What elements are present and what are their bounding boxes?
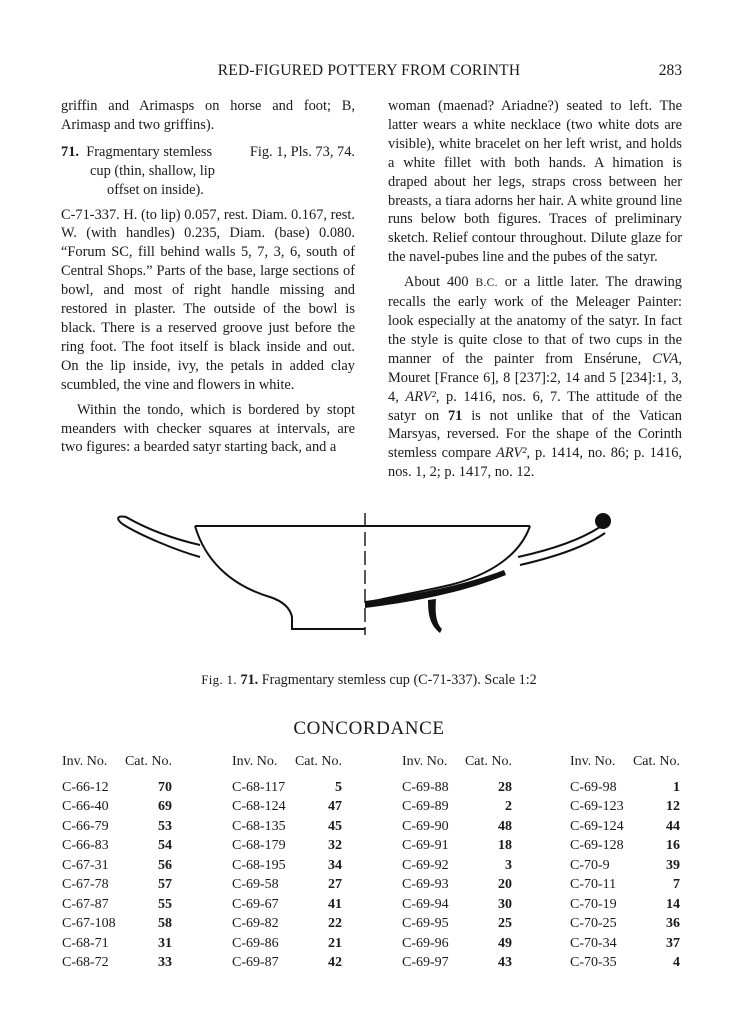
catalogue-number: 49	[498, 935, 512, 951]
concordance-row	[232, 895, 342, 915]
catalogue-number: 36	[666, 916, 680, 931]
catalogue-number: 55	[158, 896, 172, 912]
concordance-header	[402, 752, 512, 772]
concordance-row	[232, 875, 342, 895]
concordance-row	[232, 778, 342, 798]
inventory-number: C-69-87	[232, 955, 279, 970]
era-abbreviation: B.C.	[475, 277, 498, 290]
inventory-number: C-68-124	[232, 799, 286, 814]
p2-text-d: , p. 1416, nos. 6, 7. The attitude of the satyr on	[388, 388, 682, 424]
concordance-row	[570, 875, 680, 895]
catalogue-number: 21	[328, 935, 342, 951]
catalogue-number: 69	[158, 799, 172, 814]
inventory-number: C-69-123	[570, 799, 624, 814]
inventory-number: C-70-34	[570, 935, 617, 951]
concordance-row	[402, 875, 512, 895]
left-handle	[118, 516, 200, 557]
inventory-number: C-67-87	[62, 896, 109, 912]
concordance-row	[232, 836, 342, 856]
inventory-number: C-69-124	[570, 818, 624, 834]
bowl-outline-left	[195, 526, 365, 629]
entry-description-line-1: cup (thin, shallow, lip	[90, 162, 215, 179]
inventory-number: C-69-93	[402, 877, 449, 892]
cat-no-header: Cat. No.	[294, 754, 342, 769]
catalogue-number: 53	[158, 818, 172, 834]
inventory-number: C-70-25	[570, 916, 617, 931]
concordance-row	[570, 856, 680, 876]
right-paragraph-1: woman (maenad? Ariadne?) seated to left. The latter wears a white necklace (two white dots are visible), white bracelet on her left wrist, and holds a white fillet with both hands. A himation is draped about her legs, straps cross between her breasts, a tiara adorns her hair. A white ground line runs below both figures. Traces of preliminary sketch. Relief contour throughout. Dilute glaze for the navel-pubes line and the pubes of the satyr.	[388, 98, 682, 266]
catalogue-number: 2	[505, 799, 512, 814]
inventory-number: C-66-83	[62, 838, 109, 853]
catalogue-number: 27	[328, 877, 342, 892]
catalogue-number: 44	[666, 818, 680, 834]
catalogue-number: 31	[158, 935, 172, 951]
concordance-column	[570, 752, 680, 973]
concordance-row	[402, 856, 512, 876]
concordance-row	[232, 856, 342, 876]
inv-no-header: Inv. No.	[62, 754, 108, 769]
inv-no-header: Inv. No.	[402, 754, 448, 769]
concordance-row	[402, 817, 512, 837]
concordance-title: CONCORDANCE	[293, 718, 445, 739]
catalogue-number: 20	[498, 877, 512, 892]
catalogue-number: 37	[666, 935, 680, 951]
inventory-number: C-69-89	[402, 799, 449, 814]
inventory-number: C-68-72	[62, 955, 109, 970]
p2-text-f: , p. 1414, no. 86; p. 1416, nos. 1, 2; p. 1417, no. 12.	[388, 445, 682, 481]
inventory-number: C-70-9	[570, 857, 610, 873]
catalogue-number: 34	[328, 857, 342, 873]
catalogue-number: 25	[498, 916, 512, 931]
inventory-number: C-69-82	[232, 916, 279, 931]
catalogue-entry-heading	[61, 143, 355, 162]
entry-paragraph-1: C-71-337. H. (to lip) 0.057, rest. Diam. 0.167, rest. W. (with handles) 0.235, Diam. (base) 0.080. “Forum SC, fill behind walls 5, 7, 3, 6, south of Central Shops.” Parts of the base, large sections of bowl, and most of right handle missing and restored in plaster. The outside of the bowl is black. There is a reserved groove just before the ring foot. The foot itself is black inside and out. On the lip inside, ivy, the petals in added clay scumbled, the vine and flowers in white.	[61, 206, 355, 393]
handle-terminal	[595, 513, 611, 529]
cat-no-header: Cat. No.	[632, 754, 680, 769]
caption-text: Fragmentary stemless cup (C-71-337). Scale 1:2	[261, 672, 537, 688]
inventory-number: C-69-95	[402, 916, 449, 931]
concordance-row	[570, 836, 680, 856]
concordance-header	[570, 752, 680, 772]
left-column	[61, 97, 355, 457]
concordance-row	[232, 817, 342, 837]
inventory-number: C-67-78	[62, 877, 109, 892]
inventory-number: C-69-92	[402, 857, 449, 873]
catalogue-number: 32	[328, 838, 342, 853]
catalogue-number: 45	[328, 818, 342, 834]
concordance-row	[402, 953, 512, 973]
inventory-number: C-68-117	[232, 779, 286, 795]
concordance-row	[570, 817, 680, 837]
entry-number: 71.	[61, 143, 79, 160]
inventory-number: C-69-128	[570, 838, 624, 853]
inventory-number: C-67-31	[62, 857, 109, 873]
concordance-row	[402, 836, 512, 856]
continued-text: griffin and Arimasps on horse and foot; B, Arimasp and two griffins).	[61, 98, 355, 133]
concordance-row	[232, 953, 342, 973]
inventory-number: C-69-91	[402, 838, 449, 853]
catalogue-number: 30	[498, 896, 512, 912]
concordance-row	[232, 914, 342, 934]
concordance-row	[570, 953, 680, 973]
inventory-number: C-70-19	[570, 896, 617, 912]
cat-no-header: Cat. No.	[464, 754, 512, 769]
catalogue-number: 70	[158, 779, 172, 795]
inventory-number: C-66-40	[62, 799, 109, 814]
catalogue-number: 47	[328, 799, 342, 814]
entry-title: Fragmentary stemless	[86, 143, 213, 160]
inventory-number: C-67-108	[62, 916, 116, 931]
inventory-number: C-69-67	[232, 896, 279, 912]
concordance-row	[402, 914, 512, 934]
concordance-row	[402, 895, 512, 915]
inventory-number: C-66-12	[62, 779, 109, 795]
entry-paragraph-2: Within the tondo, which is bordered by stopt meanders with checker squares at intervals, are two figures: a bearded satyr starting back, and a	[61, 401, 355, 456]
concordance-row	[62, 778, 172, 798]
concordance-row	[570, 797, 680, 817]
concordance-row	[232, 934, 342, 954]
concordance-header	[232, 752, 342, 772]
entry-description-line-2: offset on inside).	[107, 181, 204, 198]
catalogue-number: 56	[158, 857, 172, 873]
inventory-number: C-69-96	[402, 935, 449, 951]
catalogue-number: 54	[158, 838, 172, 853]
inventory-number: C-70-11	[570, 877, 617, 892]
inv-no-header: Inv. No.	[232, 754, 278, 769]
inventory-number: C-69-98	[570, 779, 617, 795]
entry-figure-reference: Fig. 1, Pls. 73, 74.	[249, 143, 355, 160]
catalogue-number: 39	[666, 857, 680, 873]
p2-text-c: , Mouret [France 6], 8 [237]:2, 14 and 5 [234]:1, 3, 4,	[388, 350, 682, 405]
catalogue-number: 5	[335, 779, 342, 795]
concordance-row	[570, 895, 680, 915]
inventory-number: C-68-195	[232, 857, 286, 873]
inventory-number: C-69-90	[402, 818, 449, 834]
running-header-title: RED-FIGURED POTTERY FROM CORINTH	[217, 62, 521, 79]
inventory-number: C-66-79	[62, 818, 109, 834]
catalogue-number: 48	[498, 818, 512, 834]
catalogue-number: 28	[498, 779, 512, 795]
cup-profile-drawing	[100, 505, 620, 655]
concordance-row	[62, 836, 172, 856]
catalogue-number: 1	[673, 779, 680, 795]
catalogue-number: 16	[666, 838, 680, 853]
concordance-row	[402, 778, 512, 798]
concordance-row	[570, 914, 680, 934]
concordance-row	[570, 934, 680, 954]
caption-catalogue-number: 71.	[240, 672, 259, 688]
catalogue-number: 12	[666, 799, 680, 814]
inventory-number: C-69-97	[402, 955, 449, 970]
concordance-column	[232, 752, 342, 973]
cat-no-header: Cat. No.	[124, 754, 172, 769]
concordance-row	[62, 797, 172, 817]
concordance-row	[570, 778, 680, 798]
catalogue-number-ref: 71	[447, 407, 463, 424]
concordance-row	[402, 797, 512, 817]
catalogue-number: 41	[328, 896, 342, 912]
concordance-row	[232, 797, 342, 817]
catalogue-number: 4	[673, 955, 680, 970]
concordance-row	[62, 875, 172, 895]
p2-text-a: About 400	[404, 274, 469, 291]
concordance-column	[62, 752, 172, 973]
catalogue-number: 33	[158, 955, 172, 970]
right-paragraph-2	[388, 273, 682, 482]
right-column	[388, 97, 682, 482]
concordance-row	[62, 934, 172, 954]
concordance-row	[62, 856, 172, 876]
inventory-number: C-68-71	[62, 935, 109, 951]
p2-text-b: or a little later. The drawing recalls the early work of the Meleager Painter: look especially at the anatomy of the satyr. In fact the style is quite close to that of two cups in the manner of the painter from Ensérune,	[388, 274, 682, 367]
inventory-number: C-70-35	[570, 955, 617, 970]
figure-caption	[0, 672, 738, 689]
inv-no-header: Inv. No.	[570, 754, 616, 769]
concordance-column	[402, 752, 512, 973]
foot-section	[428, 599, 442, 633]
inventory-number: C-69-86	[232, 935, 279, 951]
arv-reference: ARV²	[405, 388, 436, 405]
concordance-row	[62, 914, 172, 934]
catalogue-number: 18	[498, 838, 512, 853]
catalogue-number: 43	[498, 955, 512, 970]
inventory-number: C-69-94	[402, 896, 449, 912]
concordance-row	[62, 817, 172, 837]
concordance-row	[62, 895, 172, 915]
page-number: 283	[658, 62, 682, 79]
catalogue-number: 58	[158, 916, 172, 931]
concordance-header	[62, 752, 172, 772]
arv-reference-2: ARV²	[496, 445, 527, 462]
inventory-number: C-69-88	[402, 779, 449, 795]
catalogue-number: 22	[328, 916, 342, 931]
catalogue-number: 57	[158, 877, 172, 892]
right-handle-inner	[520, 533, 605, 565]
cva-reference: CVA	[652, 350, 679, 367]
catalogue-number: 42	[328, 955, 342, 970]
catalogue-number: 3	[505, 857, 512, 873]
inventory-number: C-68-135	[232, 818, 286, 834]
concordance-row	[402, 934, 512, 954]
p2-text-e: is not unlike that of the Vatican Marsyas, reversed. For the shape of the Corinth stemless compare	[388, 407, 682, 462]
inventory-number: C-69-58	[232, 877, 279, 892]
catalogue-number: 14	[666, 896, 680, 912]
catalogue-number: 7	[673, 877, 680, 892]
caption-figure-label: Fig. 1.	[201, 672, 237, 687]
inventory-number: C-68-179	[232, 838, 286, 853]
concordance-row	[62, 953, 172, 973]
